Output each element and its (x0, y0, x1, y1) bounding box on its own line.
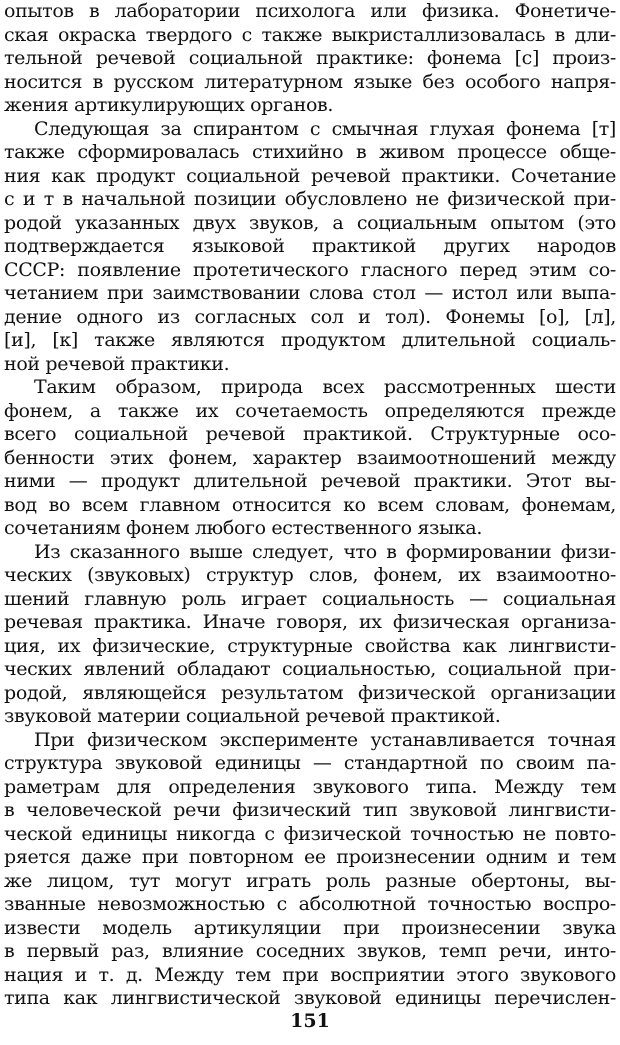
text-line: фонем, а также их сочетаемость определяются прежде (4, 399, 616, 422)
text-line: вод во всем главном относится ко всем словам, фонемам, (4, 493, 616, 516)
text-line: также сформировалась стихийно в живом процессе обще- (4, 141, 616, 163)
text-line: сочетаниям фонем любого естественного языка. (4, 517, 483, 539)
text-line: ряется даже при повторном ее произнесении одним и тем (4, 846, 616, 868)
text-line: же лицом, тут могут играть роль разные обертоны, вы- (4, 869, 616, 892)
text-line: извести модель артикуляции при произнесении звука (4, 916, 616, 939)
text-line: ческих (звуковых) структур слов, фонем, их взаимоотно- (4, 564, 616, 586)
text-line: ция, их физические, структурные свойства как лингвисти- (4, 634, 616, 657)
text-line: ними — продукт длительной речевой практики. Этот вы- (4, 470, 616, 492)
text-line: ческой единицы никогда с физической точностью не повто- (4, 822, 616, 845)
text-line: речевая практика. Иначе говоря, их физическая организа- (4, 611, 616, 633)
text-line: [и], [к] также являются продуктом длительной социаль- (4, 329, 616, 351)
text-line: звуковой материи социальной речевой практикой. (4, 705, 501, 727)
text-line: в первый раз, влияние соседних звуков, темп речи, инто- (4, 940, 616, 962)
text-line: носится в русском литературном языке без особого напря- (4, 70, 616, 93)
text-line: структура звуковой единицы — стандартной по своим па- (4, 752, 616, 774)
text-line: всего социальной речевой практикой. Структурные осо- (4, 423, 616, 445)
page-number: 151 (290, 1010, 330, 1032)
text-line: родой указанных двух звуков, а социальным опытом (это (4, 211, 616, 234)
text-line: Таким образом, природа всех рассмотренных шести (34, 376, 616, 398)
text-line: ческих явлений обладают социальностью, социальной при- (4, 658, 616, 680)
text-line: с и т в начальной позиции обусловлено не физической при- (4, 188, 616, 210)
text-line: четанием при заимствовании слова стол — истол или выпа- (4, 282, 616, 304)
text-line: подтверждается языковой практикой других народов (4, 235, 616, 257)
text-line: СССР: появление протетического гласного перед этим со- (4, 258, 616, 281)
text-line: тельной речевой социальной практике: фонема [с] произ- (4, 47, 616, 69)
text-line: званные невозможностью с абсолютной точностью воспро- (4, 893, 616, 915)
text-line: опытов в лаборатории психолога или физика. Фонетиче- (4, 0, 616, 22)
text-line: родой, являющейся результатом физической организации (4, 681, 616, 704)
text-line: дение одного из согласных сол и тол). Фонемы [о], [л], (4, 305, 616, 328)
text-line: ская окраска твердого с также выкристаллизовалась в дли- (4, 23, 616, 46)
text-line: нация и т. д. Между тем при восприятии этого звукового (4, 963, 616, 986)
body-text (4, 0, 616, 1011)
text-line: раметрам для определения звукового типа. Между тем (4, 775, 616, 798)
text-line: Следующая за спирантом с смычная глухая фонема [т] (34, 117, 616, 140)
text-line: При физическом эксперименте устанавливается точная (34, 728, 616, 751)
text-line: ной речевой практики. (4, 352, 230, 375)
text-line: типа как лингвистической звуковой единицы перечислен- (4, 987, 616, 1009)
text-line: шений главную роль играет социальность — социальная (4, 587, 616, 610)
text-line: в человеческой речи физический тип звуковой лингвисти- (4, 799, 616, 821)
text-line: жения артикулирующих органов. (4, 94, 334, 116)
text-line: Из сказанного выше следует, что в формировании физи- (34, 540, 616, 563)
text-line: ния как продукт социальной речевой практики. Сочетание (4, 164, 616, 187)
text-line: бенности этих фонем, характер взаимоотношений между (4, 446, 616, 469)
